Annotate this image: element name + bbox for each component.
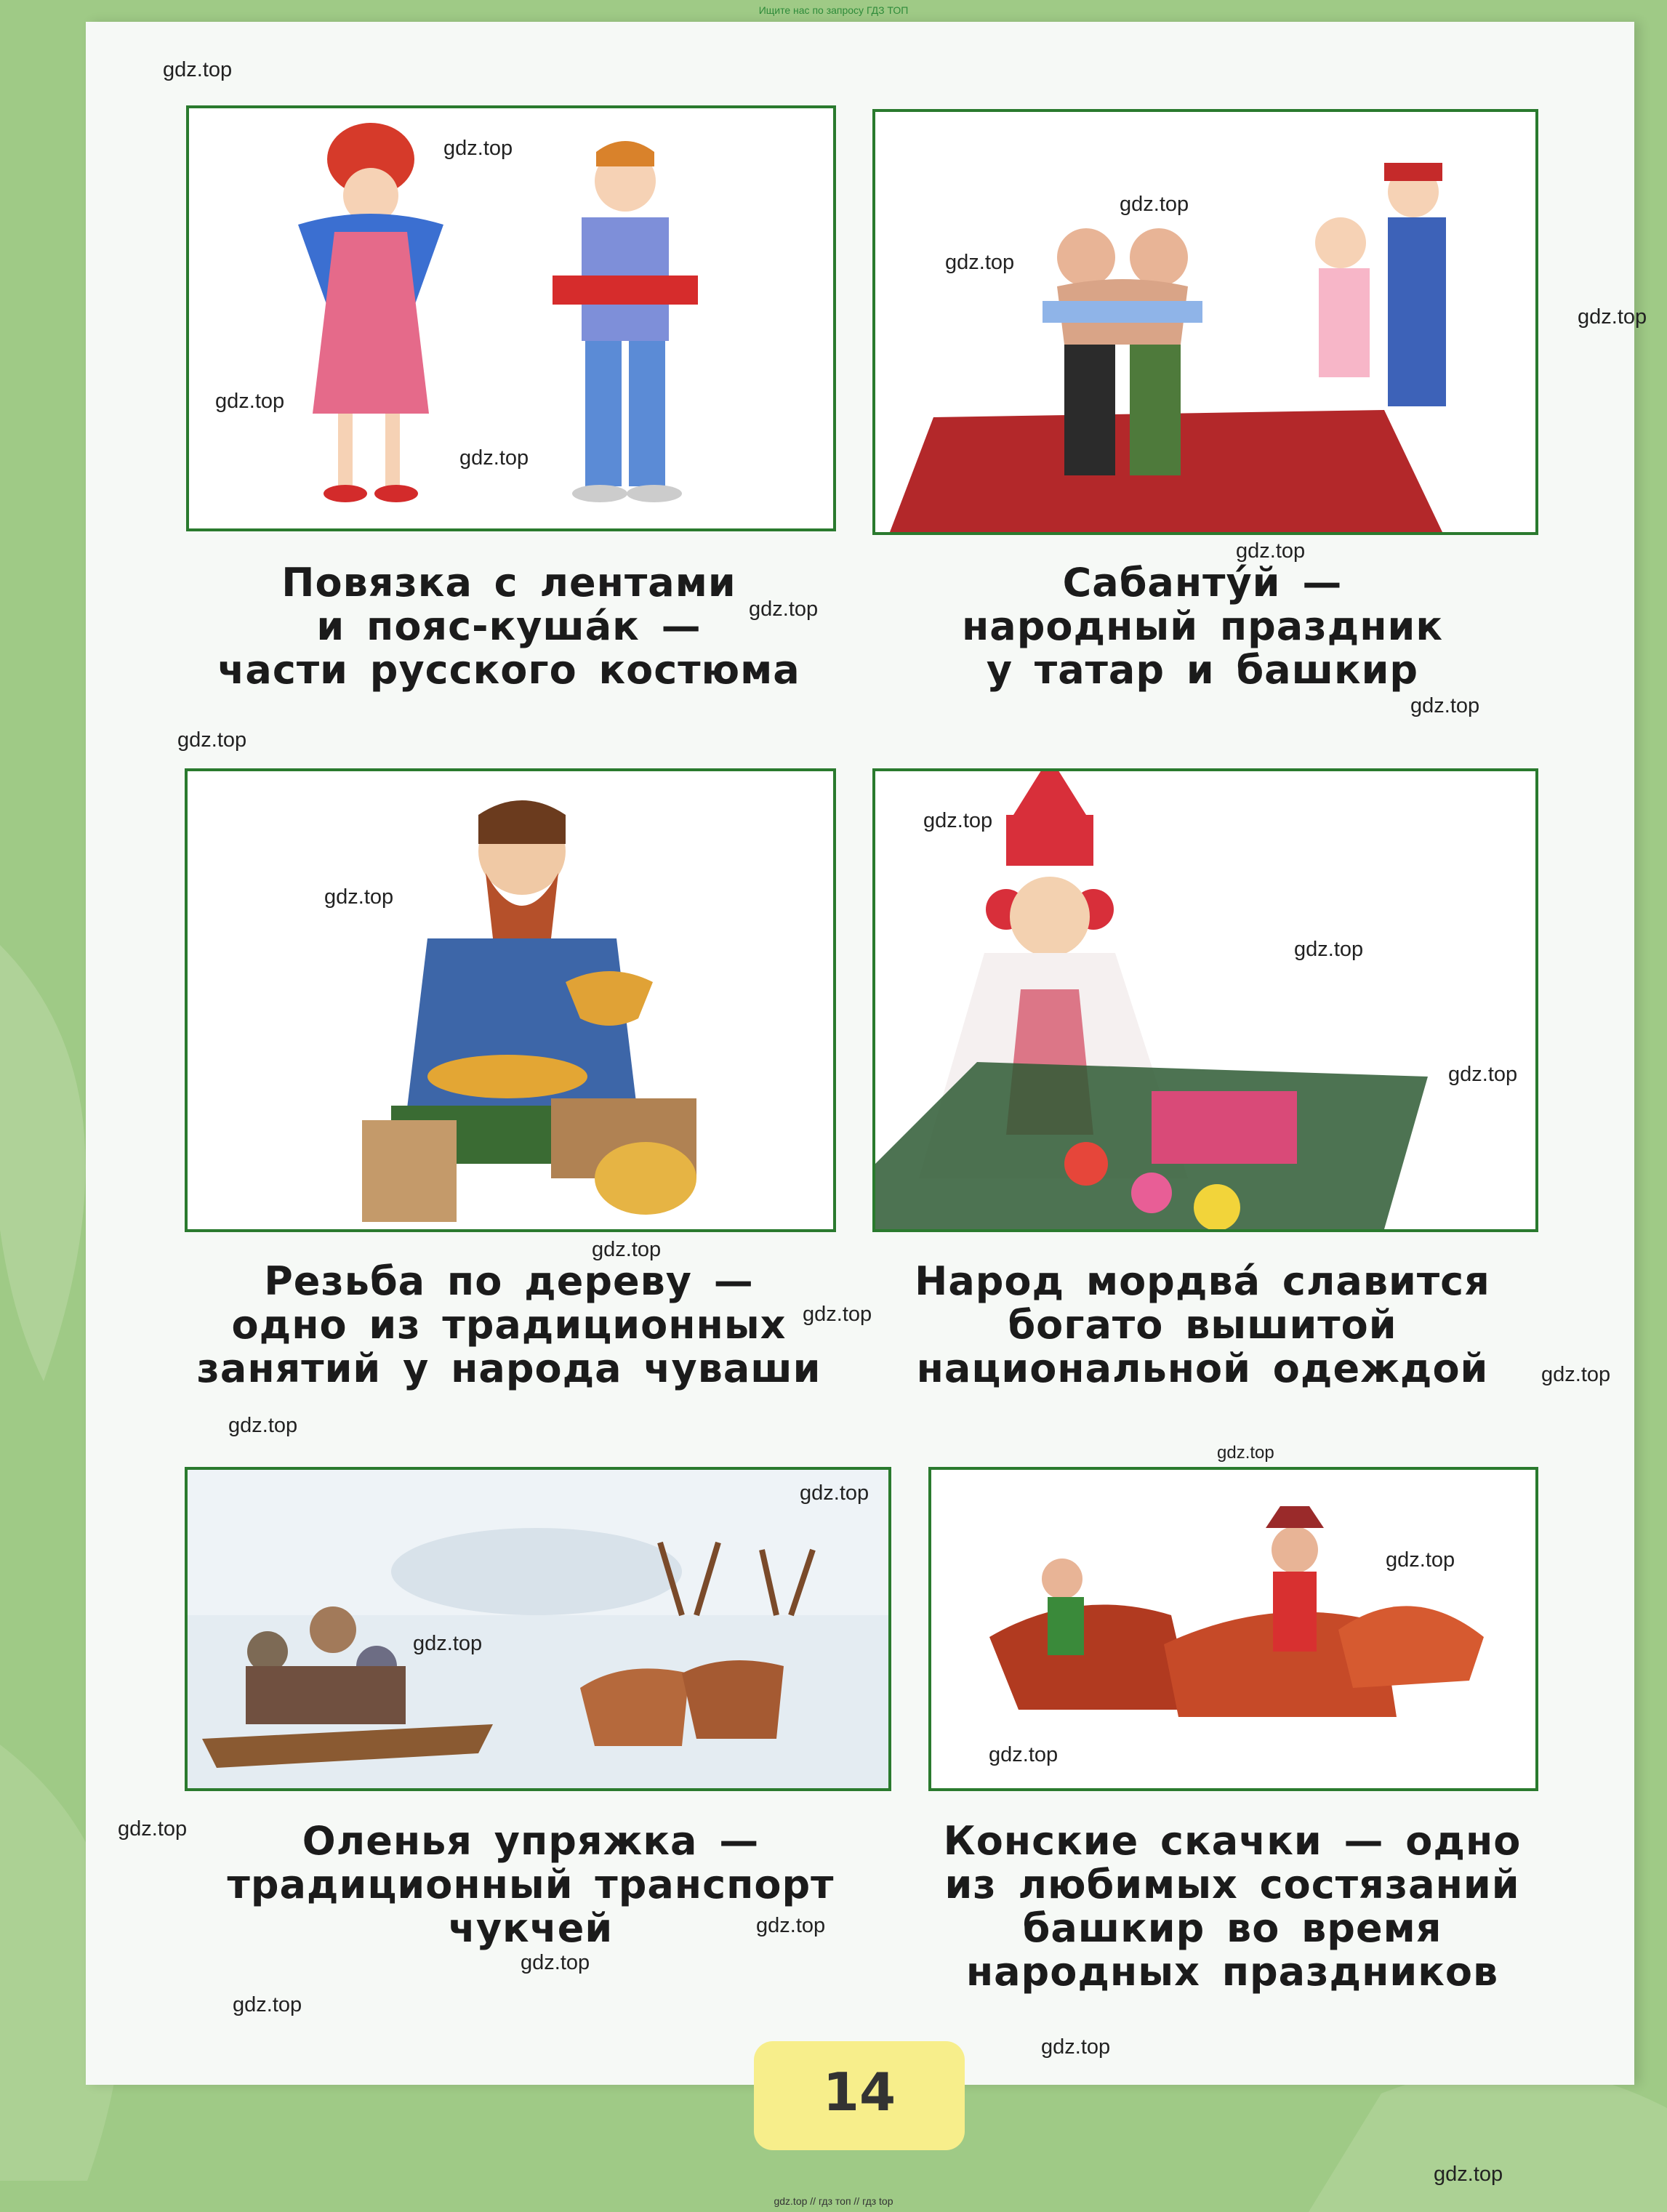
- watermark: gdz.top: [1541, 1363, 1611, 1386]
- illustration-mordva-embroidery: [872, 768, 1538, 1232]
- watermark: gdz.top: [1578, 305, 1647, 329]
- caption-line: богато вышитой: [1008, 1302, 1397, 1348]
- caption-line: народный праздник: [961, 603, 1444, 649]
- watermark: gdz.top: [756, 1914, 826, 1937]
- caption-horse-racing: [916, 1819, 1548, 1994]
- watermark: gdz.top: [1041, 2035, 1111, 2059]
- watermark: gdz.top: [1434, 2163, 1503, 2186]
- watermark: gdz.top: [1294, 938, 1364, 961]
- illustration-sabantuy: [872, 109, 1538, 535]
- watermark: gdz.top: [228, 1414, 298, 1437]
- watermark: gdz.top: [521, 1951, 590, 1974]
- caption-line: традиционный транспорт: [227, 1862, 835, 1907]
- caption-line: из любимых состязаний: [944, 1862, 1520, 1907]
- watermark: gdz.top: [1217, 1443, 1274, 1463]
- caption-mordva: [872, 1260, 1533, 1391]
- caption-line: национальной одеждой: [916, 1346, 1489, 1391]
- watermark: gdz.top: [1448, 1063, 1518, 1086]
- watermark: gdz.top: [989, 1743, 1059, 1766]
- caption-line: у татар и башкир: [986, 647, 1419, 693]
- caption-line: башкир во время: [1022, 1905, 1442, 1951]
- caption-line: чукчей: [448, 1905, 614, 1951]
- watermark: gdz.top: [1236, 539, 1306, 563]
- caption-line: Оленья упряжка —: [302, 1818, 760, 1864]
- watermark: gdz.top: [945, 251, 1015, 274]
- watermark: gdz.top: [749, 598, 819, 621]
- caption-wood-carving: [174, 1260, 843, 1391]
- watermark: gdz.top: [215, 390, 285, 413]
- caption-line: Сабанту́й —: [1062, 560, 1343, 606]
- illustration-wood-carving: [185, 768, 836, 1232]
- watermark: gdz.top: [459, 446, 529, 470]
- caption-line: занятий у народа чуваши: [196, 1346, 822, 1391]
- watermark: gdz.top: [1386, 1548, 1455, 1572]
- illustration-reindeer-sled: [185, 1467, 891, 1791]
- top-banner[interactable]: Ищите нас по запросу ГДЗ ТОП: [758, 4, 909, 16]
- footer-links[interactable]: gdz.top // гдз топ // гдз top: [774, 2195, 893, 2207]
- caption-sabantuy: [872, 561, 1533, 692]
- watermark: gdz.top: [163, 58, 233, 81]
- caption-line: и пояс-куша́к —: [316, 603, 702, 649]
- watermark: gdz.top: [800, 1481, 869, 1505]
- watermark: gdz.top: [177, 728, 247, 752]
- watermark: gdz.top: [118, 1817, 188, 1841]
- caption-line: Резьба по дереву —: [264, 1258, 754, 1304]
- watermark: gdz.top: [803, 1303, 872, 1326]
- caption-russian-costume: [174, 561, 843, 692]
- caption-line: народных праздников: [965, 1949, 1499, 1995]
- watermark: gdz.top: [324, 885, 394, 909]
- page-number-box: [754, 2041, 965, 2150]
- watermark: gdz.top: [443, 137, 513, 160]
- caption-line: Повязка с лентами: [281, 560, 736, 606]
- caption-line: одно из традиционных: [231, 1302, 787, 1348]
- watermark: gdz.top: [1410, 694, 1480, 717]
- caption-line: Народ мордва́ славится: [915, 1258, 1490, 1304]
- watermark: gdz.top: [1120, 193, 1189, 216]
- caption-line: Конские скачки — одно: [943, 1818, 1522, 1864]
- watermark: gdz.top: [233, 1993, 302, 2016]
- watermark: gdz.top: [592, 1238, 662, 1261]
- page-number: 14: [822, 2062, 896, 2123]
- watermark: gdz.top: [413, 1632, 483, 1655]
- watermark: gdz.top: [923, 809, 993, 832]
- caption-line: части русского костюма: [217, 647, 800, 693]
